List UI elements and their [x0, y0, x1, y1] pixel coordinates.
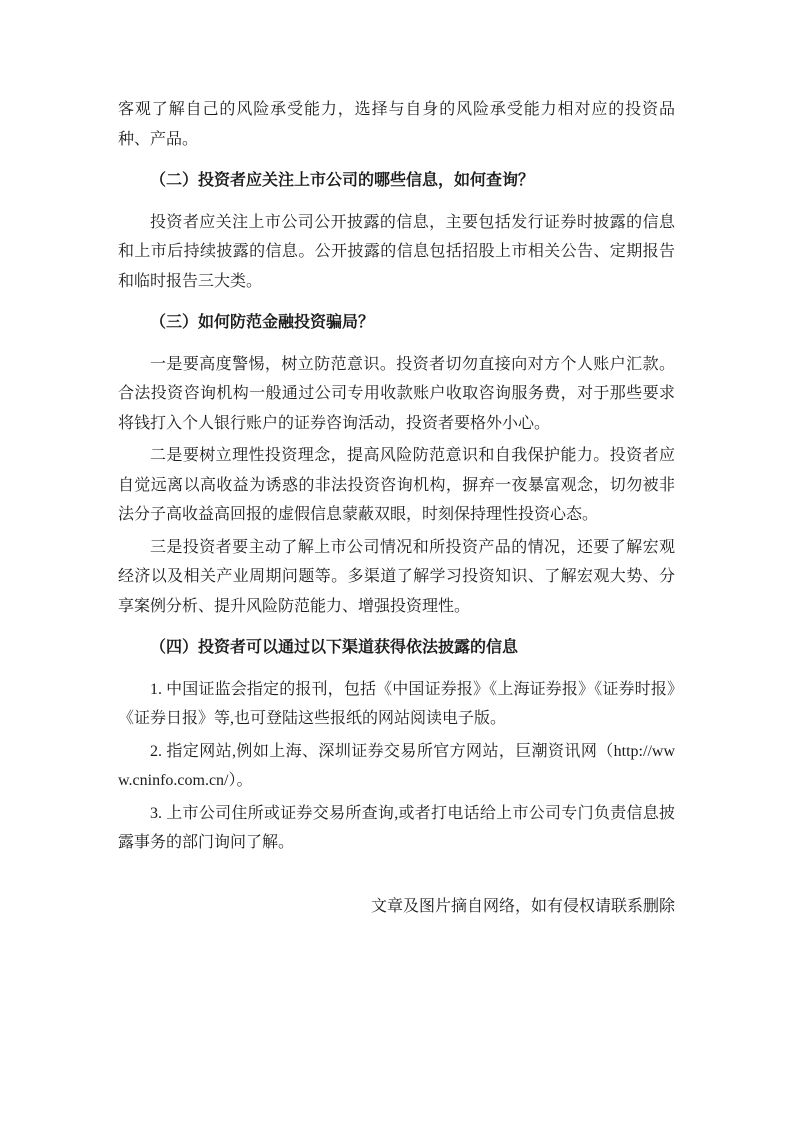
section-3-paragraph-1: 一是要高度警惕，树立防范意识。投资者切勿直接向对方个人账户汇款。合法投资咨询机构一般通过公司专用收款账户收取咨询服务费，对于那些要求将钱打入个人银行账户的证券咨询活动，投资者要格外小心。: [118, 355, 675, 432]
section-2-paragraph-1: 投资者应关注上市公司公开披露的信息，主要包括发行证券时披露的信息和上市后持续披露的信息。公开披露的信息包括招股上市相关公告、定期报告和临时报告三大类。: [118, 213, 675, 290]
section-3-heading: （三）如何防范金融投资骗局？: [150, 314, 375, 331]
section-4-channel-2-paragraph: 2. 指定网站,例如上海、深圳证券交易所官方网站，巨潮资讯网（http://www.cninfo.com.cn/）。: [118, 742, 675, 789]
section-2-heading: （二）投资者应关注上市公司的哪些信息，如何查询？: [150, 172, 535, 189]
section-4-heading: （四）投资者可以通过以下渠道获得依法披露的信息: [150, 639, 519, 656]
section-3-paragraph-3: 三是投资者要主动了解上市公司情况和所投资产品的情况，还要了解宏观经济以及相关产业周期问题等。多渠道了解学习投资知识、了解宏观大势、分享案例分析、提升风险防范能力、增强投资理性。: [118, 538, 675, 615]
source-attribution-note: 文章及图片摘自网络，如有侵权请联系删除: [370, 897, 675, 915]
section-3-paragraph-2: 二是要树立理性投资理念，提高风险防范意识和自我保护能力。投资者应自觉远离以高收益为诱惑的非法投资咨询机构，摒弃一夜暴富观念，切勿被非法分子高收益高回报的虚假信息蒙蔽双眼，时刻保持理性投资心态。: [118, 447, 675, 523]
section-4-channel-3-paragraph: 3. 上市公司住所或证券交易所查询,或者打电话给上市公司专门负责信息披露事务的部门询问了解。: [118, 804, 675, 851]
section-4-channel-1-paragraph: 1. 中国证监会指定的报刊，包括《中国证券报》《上海证券报》《证券时报》《证券日报》等,也可登陆这些报纸的网站阅读电子版。: [118, 680, 675, 727]
intro-continuation-paragraph: 客观了解自己的风险承受能力，选择与自身的风险承受能力相对应的投资品种、产品。: [118, 101, 675, 148]
